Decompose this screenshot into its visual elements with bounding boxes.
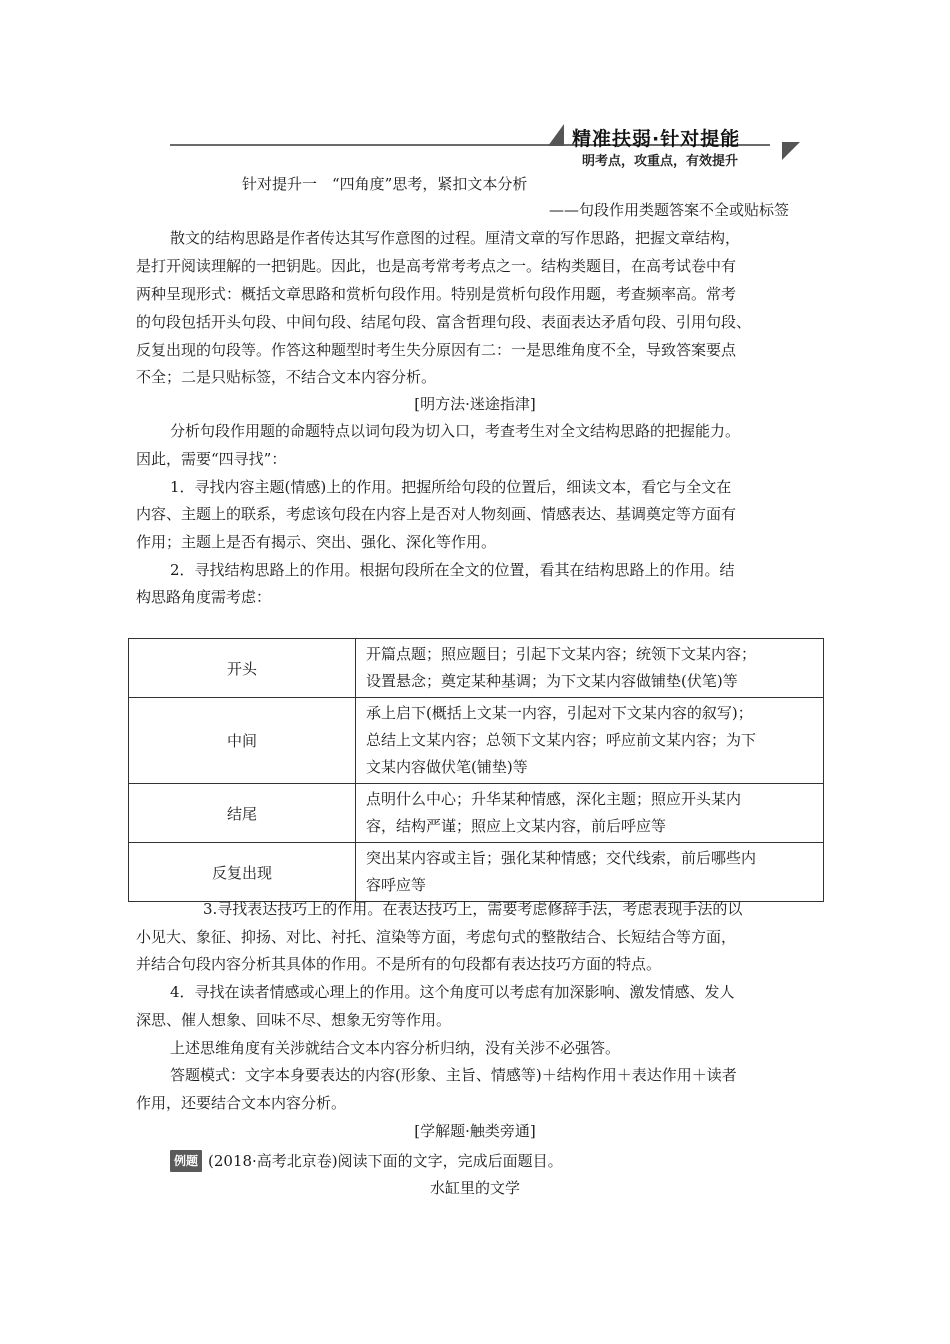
point-1-line: 内容、主题上的联系，考虑该句段在内容上是否对人物刻画、情感表达、基调奠定等方面有 [136,505,737,523]
intro-line: 散文的结构思路是作者传达其写作意图的过程。厘清文章的写作思路，把握文章结构， [170,229,741,247]
table-cell-line: 容呼应等 [366,876,427,894]
example-heading: [学解题·触类旁通] [414,1122,536,1140]
intro-line: 反复出现的句段等。作答这种题型时考生失分原因有二：一是思维角度不全，导致答案要点 [136,341,737,359]
table-cell-line: 点明什么中心；升华某种情感，深化主题；照应开头某内 [366,790,742,808]
banner-subtitle: 明考点，攻重点，有效提升 [582,154,739,169]
table-cell-line: 容，结构严谨；照应上文某内容，前后呼应等 [366,817,667,835]
example-tag: 例题 [170,1150,202,1172]
table-cell-position: 中间 [129,698,356,784]
table-cell-position: 开头 [129,639,356,698]
table-cell-line: 设置悬念；奠定某种基调；为下文某内容做铺垫(伏笔)等 [366,672,738,690]
point-1-line: 1．寻找内容主题(情感)上的作用。把握所给句段的位置后，细读文本，看它与全文在 [170,478,732,496]
point-2-line: 构思路角度需考虑： [136,588,272,606]
point-4-line: 深思、催人想象、回味不尽、想象无穷等作用。 [136,1011,452,1029]
table-cell-position: 反复出现 [129,843,356,902]
example-text: (2018·高考北京卷)阅读下面的文字，完成后面题目。 [208,1152,563,1170]
banner-left-triangle [548,124,564,146]
section-banner [170,122,840,170]
table-row [129,843,824,902]
model-line: 作用，还要结合文本内容分析。 [136,1094,347,1112]
point-3-line: 小见大、象征、抑扬、对比、衬托、渲染等方面，考虑句式的整散结合、长短结合等方面， [136,928,737,946]
table-cell-position: 结尾 [129,784,356,843]
banner-title: 精准扶弱·针对提能 [572,128,741,150]
table-cell-function [356,698,824,784]
intro-line: 两种呈现形式：概括文章思路和赏析句段作用。特别是赏析句段作用题，考查频率高。常考 [136,285,737,303]
model-line: 答题模式：文字本身要表达的内容(形象、主旨、情感等)＋结构作用＋表达作用＋读者 [170,1066,737,1084]
table-row [129,639,824,698]
example-prompt [170,1150,563,1172]
point-2-line: 2．寻找结构思路上的作用。根据句段所在全文的位置，看其在结构思路上的作用。结 [170,561,735,579]
table-cell-line: 突出某内容或主旨；强化某种情感；交代线索，前后哪些内 [366,849,757,867]
intro-line: 是打开阅读理解的一把钥匙。因此，也是高考常考考点之一。结构类题目，在高考试卷中有 [136,257,737,275]
table-cell-line: 文某内容做伏笔(铺垫)等 [366,758,528,776]
point-3-line: 并结合句段内容分析其具体的作用。不是所有的句段都有表达技巧方面的特点。 [136,955,662,973]
table-row [129,698,824,784]
summary-line: 上述思维角度有关涉就结合文本内容分析归纳，没有关涉不必强答。 [170,1039,621,1057]
table-cell-line: 承上启下(概括上文某一内容，引起对下文某内容的叙写)； [366,704,753,722]
table-cell-function [356,784,824,843]
point-4-line: 4．寻找在读者情感或心理上的作用。这个角度可以考虑有加深影响、激发情感、发人 [170,983,735,1001]
structure-table [128,638,824,902]
point-1-line: 作用；主题上是否有揭示、突出、强化、深化等作用。 [136,533,497,551]
banner-right-triangle [782,142,800,160]
intro-line: 不全；二是只贴标签，不结合文本内容分析。 [136,368,437,386]
point-3-line: 3.寻找表达技巧上的作用。在表达技巧上，需要考虑修辞手法，考虑表现手法的以 [203,900,743,918]
table-cell-function [356,639,824,698]
article-title: 水缸里的文学 [429,1179,520,1197]
method-line: 因此，需要“四寻找”： [136,450,287,468]
section-heading: 针对提升一 “四角度”思考，紧扣文本分析 [242,175,528,193]
table-cell-function [356,843,824,902]
intro-line: 的句段包括开头句段、中间句段、结尾句段、富含哲理句段、表面表达矛盾句段、引用句段、 [136,313,752,331]
method-line: 分析句段作用题的命题特点以词句段为切入口，考查考生对全文结构思路的把握能力。 [170,422,741,440]
method-heading: [明方法·迷途指津] [414,395,536,413]
section-subheading: ——句段作用类题答案不全或贴标签 [549,201,790,219]
table-row [129,784,824,843]
table-cell-line: 开篇点题；照应题目；引起下文某内容；统领下文某内容； [366,645,757,663]
table-cell-line: 总结上文某内容；总领下文某内容；呼应前文某内容；为下 [366,731,757,749]
